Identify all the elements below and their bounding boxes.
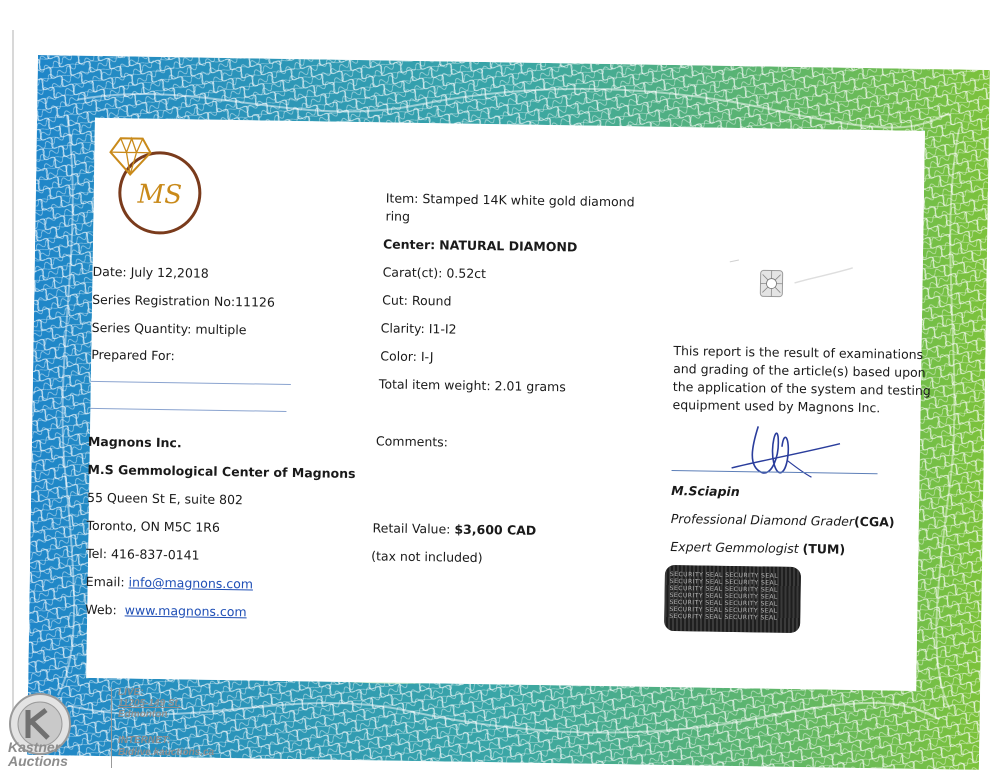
live-address-1: 11205-149 St. [118,698,181,709]
certificate [27,55,990,770]
retail-label: Retail Value: [372,520,451,537]
live-address-2: Edmonton [118,709,168,720]
comments-label: Comments: [375,433,449,450]
item-line-2: ring [385,208,411,224]
center-label: Center: [382,236,436,253]
report-line-1: This report is the result of examinations [673,343,924,362]
gemmologist-cert: (TUM) [802,541,846,557]
email-label: Email: [85,573,125,590]
grader-cert: (CGA) [853,513,895,530]
grader-signature [721,416,852,488]
total-weight: Total item weight: 2.01 grams [378,376,566,395]
scan-edge [12,30,14,730]
grader-name: M.Sciapin [671,483,740,500]
item-line-1: Item: Stamped 14K white gold diamond [385,190,635,210]
retail-amount: $3,600 CAD [454,521,537,538]
email-link[interactable]: info@magnons.com [128,574,254,592]
report-line-2: and grading of the article(s) based upon [673,361,926,380]
live-label: LIVE: [118,687,144,698]
internet-url: Bidlive.kauctions.ca [118,747,215,758]
series-quantity: Series Quantity: multiple [91,319,247,338]
gemmologist-title: Expert Gemmologist [670,538,799,557]
stamp-divider [111,688,112,768]
ms-logo [101,130,213,242]
web-link[interactable]: www.magnons.com [124,602,247,620]
grader-title: Professional Diamond Grader [670,510,855,529]
retail-value [372,520,536,539]
series-registration: Series Registration No:11126 [92,291,276,310]
email-row [86,574,254,593]
color: Color: I-J [380,348,434,365]
gemmologist-row [670,539,845,558]
address-line-1: 55 Queen St E, suite 802 [86,489,244,508]
web-row [85,602,247,621]
date: Date: July 12,2018 [92,263,209,281]
web-label: Web: [85,601,117,618]
center-stone [383,236,577,255]
internet-label: INTERNET: [118,735,171,746]
tax-note: (tax not included) [371,548,483,566]
brand-line-2: Auctions [8,753,68,769]
company-name: Magnons Inc. [87,433,182,451]
clarity: Clarity: I1-I2 [380,320,457,337]
carat: Carat(ct): 0.52ct [382,264,487,282]
report-line-3: the application of the system and testing [672,379,931,399]
prepared-for: Prepared For: [91,346,175,364]
ring-photo [724,256,855,318]
gemmological-center: M.S Gemmological Center of Magnons [87,461,356,482]
center-value: NATURAL DIAMOND [439,237,578,255]
cut: Cut: Round [382,292,452,309]
telephone: Tel: 416-837-0141 [86,545,200,563]
security-hologram [664,565,801,633]
logo-text: MS [137,179,183,211]
brand-line-1: Kastner [8,739,61,755]
hologram-text: SECURITY SEAL SECURITY SEAL SECURITY SEAL SECURITY SEAL SECURITY SEAL SECURITY SEAL SECURITY SEAL SECURITY SEAL SECURITY SEAL SECURITY SEAL SECURITY SEAL SECURITY SEAL SECURITY SEAL SECURITY SEAL [669,570,779,622]
address-line-2: Toronto, ON M5C 1R6 [86,517,221,535]
report-line-4: equipment used by Magnons Inc. [672,397,881,416]
kastner-auctions-logo [6,690,106,770]
